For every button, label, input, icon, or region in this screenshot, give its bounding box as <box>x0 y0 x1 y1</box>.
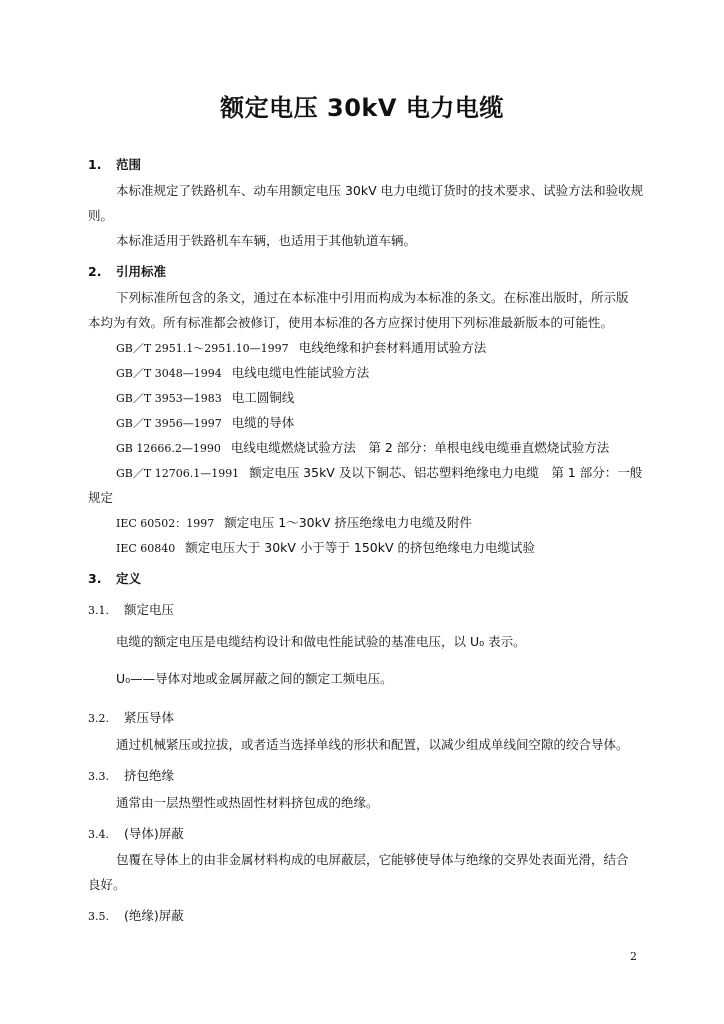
reference-title: 电线电缆电性能试验方法 <box>231 365 370 380</box>
reference-item <box>116 415 294 432</box>
definition-3-1-text: 电缆的额定电压是电缆结构设计和做电性能试验的基准电压，以 U₀ 表示。 <box>116 634 526 649</box>
section-3-heading <box>88 571 141 587</box>
reference-code: GB／T 3956—1997 <box>116 417 222 430</box>
reference-title: 电工圆铜线 <box>231 390 295 405</box>
section-1-title: 范围 <box>116 157 142 172</box>
section-1-paragraph-1-line-1: 本标准规定了铁路机车、动车用额定电压 30kV 电力电缆订货时的技术要求、试验方法和验收规 <box>116 183 644 198</box>
definition-3-5-heading <box>88 908 184 925</box>
reference-item-continuation: 规定 <box>88 490 114 505</box>
reference-code: GB／T 3953—1983 <box>116 392 222 405</box>
reference-code: IEC 60502：1997 <box>116 517 215 530</box>
reference-code: GB／T 12706.1—1991 <box>116 467 240 480</box>
definition-term: 挤包绝缘 <box>124 768 175 783</box>
reference-item <box>116 465 642 482</box>
document-title: 额定电压 30kV 电力电缆 <box>220 94 504 122</box>
definition-term: (导体)屏蔽 <box>124 826 184 841</box>
definition-term: 额定电压 <box>124 602 175 617</box>
reference-item <box>116 365 369 382</box>
reference-title: 额定电压 35kV 及以下铜芯、铝芯塑料绝缘电力电缆 第 1 部分：一般 <box>249 465 643 480</box>
definition-3-4-text-line-1: 包覆在导体上的由非金属材料构成的电屏蔽层，它能够使导体与绝缘的交界处表面光滑，结合 <box>116 852 629 867</box>
section-2-paragraph-line-2: 本均为有效。所有标准都会被修订，使用本标准的各方应探讨使用下列标准最新版本的可能性。 <box>88 315 614 330</box>
reference-item <box>116 515 472 532</box>
section-2-paragraph-line-1: 下列标准所包含的条文，通过在本标准中引用而构成为本标准的条文。在标准出版时，所示版 <box>116 290 629 305</box>
definition-term: 紧压导体 <box>124 710 175 725</box>
definition-3-1-heading <box>88 602 174 619</box>
section-3-title: 定义 <box>116 571 142 586</box>
reference-title: 电线绝缘和护套材料通用试验方法 <box>298 340 487 355</box>
section-3-number: 3. <box>88 571 102 586</box>
definition-number: 3.1. <box>88 604 109 617</box>
reference-code: GB 12666.2—1990 <box>116 442 221 455</box>
section-2-title: 引用标准 <box>116 264 167 279</box>
reference-title: 额定电压 1～30kV 挤压绝缘电力电缆及附件 <box>224 515 472 530</box>
definition-number: 3.4. <box>88 828 109 841</box>
reference-title: 电缆的导体 <box>231 415 295 430</box>
reference-item <box>116 390 294 407</box>
definition-number: 3.2. <box>88 712 109 725</box>
definition-3-4-heading <box>88 826 184 843</box>
section-2-number: 2. <box>88 264 102 279</box>
definition-term: (绝缘)屏蔽 <box>124 908 184 923</box>
page-number: 2 <box>630 950 637 963</box>
section-1-heading <box>88 157 141 173</box>
reference-item <box>116 540 535 557</box>
reference-item <box>116 440 609 457</box>
definition-3-4-text-line-2: 良好。 <box>88 877 126 892</box>
definition-3-3-text: 通常由一层热塑性或热固性材料挤包成的绝缘。 <box>116 795 379 810</box>
definition-3-2-text: 通过机械紧压或拉拔，或者适当选择单线的形状和配置，以减少组成单线间空隙的绞合导体。 <box>116 737 629 752</box>
reference-code: GB／T 3048—1994 <box>116 367 222 380</box>
reference-code: GB／T 2951.1～2951.10—1997 <box>116 342 289 355</box>
reference-item <box>116 340 486 357</box>
definition-number: 3.3. <box>88 770 109 783</box>
definition-3-2-heading <box>88 710 174 727</box>
definition-3-3-heading <box>88 768 174 785</box>
section-1-paragraph-2: 本标准适用于铁路机车车辆，也适用于其他轨道车辆。 <box>116 233 417 248</box>
section-1-paragraph-1-line-2: 则。 <box>88 208 114 223</box>
section-1-number: 1. <box>88 157 102 172</box>
section-2-heading <box>88 264 166 280</box>
reference-title: 额定电压大于 30kV 小于等于 150kV 的挤包绝缘电力电缆试验 <box>185 540 536 555</box>
reference-code: IEC 60840 <box>116 542 176 555</box>
reference-title: 电线电缆燃烧试验方法 第 2 部分：单根电线电缆垂直燃烧试验方法 <box>230 440 610 455</box>
definition-number: 3.5. <box>88 910 109 923</box>
definition-3-1-note: U₀——导体对地或金属屏蔽之间的额定工频电压。 <box>116 671 393 686</box>
